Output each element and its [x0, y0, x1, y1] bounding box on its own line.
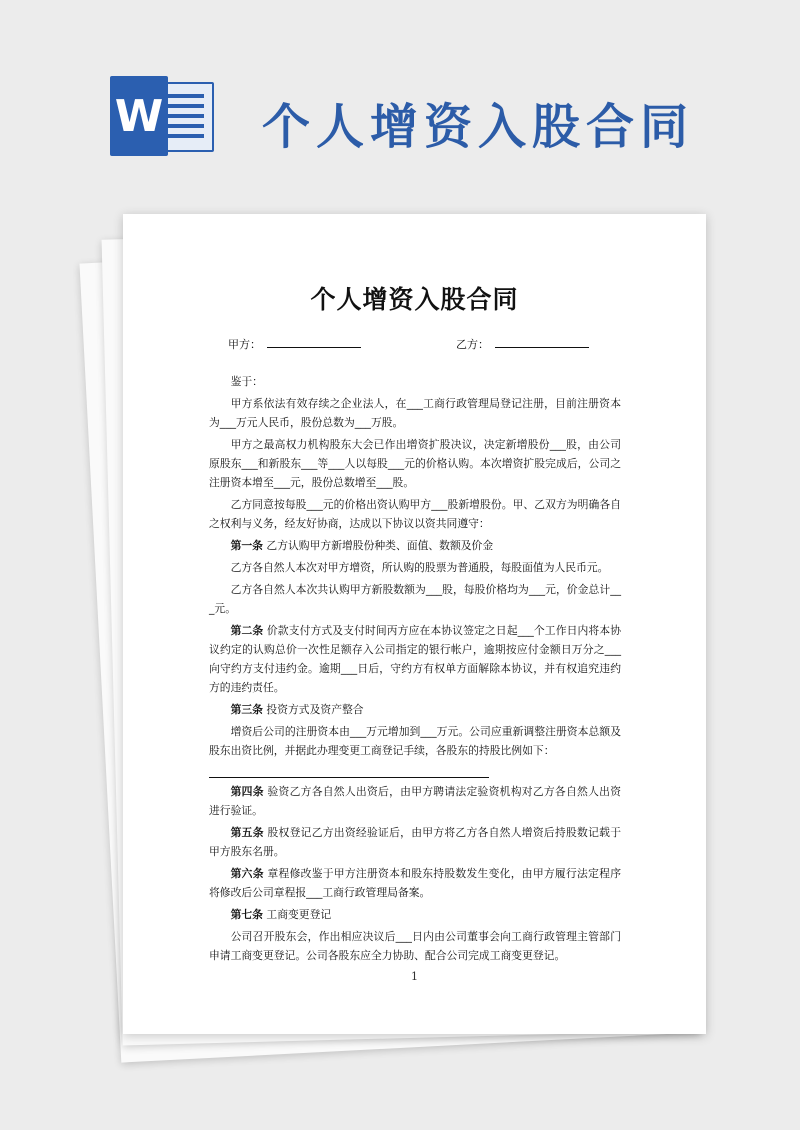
- paragraph-text: 乙方各自然人本次对甲方增资，所认购的股票为普通股，每股面值为人民币元。: [230, 561, 609, 574]
- paragraph: [209, 435, 621, 492]
- paragraph-text: 甲方之最高权力机构股东大会已作出增资扩股决议，决定新增股份___股，由公司原股东___和新股东___等___人以每股___元的价格认购。本次增资扩股完成后，公司之注册资本增至___元，股份总数增至___股。: [209, 438, 621, 489]
- paragraph: [209, 782, 621, 820]
- paragraph-text: 乙方同意按每股___元的价格出资认购甲方___股新增股份。甲、乙双方为明确各自之权利与义务，经友好协商，达成以下协议以资共同遵守：: [209, 498, 621, 530]
- clause-number: 第六条: [230, 867, 264, 880]
- paragraph: [209, 823, 621, 861]
- page-number: 1: [411, 970, 418, 983]
- paragraph: [209, 621, 621, 697]
- paragraph-text: 乙方各自然人本次共认购甲方新股数额为___股，每股价格均为___元，价金总计___元。: [209, 583, 621, 615]
- header-title: 个人增资入股合同: [262, 99, 695, 155]
- document-page: [123, 214, 706, 1034]
- party-a-field: [228, 336, 361, 352]
- paragraph-text: 价款支付方式及支付时间丙方应在本协议签定之日起___个工作日内将本协议约定的认购总价一次性足额存入公司指定的银行帐户，逾期按应付金额日万分之___向守约方支付违约金。逾期___日后，守约方有权单方面解除本协议，并有权追究违约方的违约责任。: [209, 624, 622, 694]
- document-title: 个人增资入股合同: [310, 285, 519, 314]
- paragraph-text: 投资方式及资产整合: [266, 703, 364, 716]
- word-document-icon: [110, 76, 214, 156]
- paragraph-text: 鉴于：: [230, 375, 263, 388]
- paragraph: [209, 495, 621, 533]
- document-body: [209, 372, 621, 968]
- paragraph-text: 乙方认购甲方新增股份种类、面值、数额及价金: [266, 539, 494, 552]
- paragraph: [209, 536, 621, 555]
- clause-number: 第三条: [230, 703, 263, 716]
- party-b-field: [456, 336, 589, 352]
- paragraph: [209, 722, 621, 760]
- clause-number: 第七条: [230, 908, 263, 921]
- party-a-label: 甲方：: [228, 338, 261, 351]
- paragraph-text: 验资乙方各自然人出资后，由甲方聘请法定验资机构对乙方各自然人出资进行验证。: [209, 785, 622, 817]
- clause-number: 第四条: [230, 785, 264, 798]
- party-a-blank: [267, 337, 361, 348]
- paragraph: [209, 558, 621, 577]
- paragraph: [209, 864, 621, 902]
- paragraph: [209, 372, 621, 391]
- paragraph: [209, 394, 621, 432]
- party-b-blank: [495, 337, 589, 348]
- clause-number: 第一条: [230, 539, 263, 552]
- clause-number: 第五条: [230, 826, 264, 839]
- paragraph: [209, 905, 621, 924]
- paragraph: [209, 580, 621, 618]
- paragraph-text: 增资后公司的注册资本由___万元增加到___万元。公司应重新调整注册资本总额及股东出资比例，并据此办理变更工商登记手续，各股东的持股比例如下：: [209, 725, 621, 757]
- clause-number: 第二条: [230, 624, 264, 637]
- paragraph-text: 甲方系依法有效存续之企业法人，在___工商行政管理局登记注册，目前注册资本为___万元人民币，股份总数为___万股。: [209, 397, 621, 429]
- paragraph: [209, 700, 621, 719]
- word-w-badge: W: [110, 76, 168, 156]
- paragraph: [209, 927, 621, 965]
- paragraph-text: 章程修改鉴于甲方注册资本和股东持股数发生变化，由甲方履行法定程序将修改后公司章程报___工商行政管理局备案。: [209, 867, 622, 899]
- paragraph-text: 工商变更登记: [266, 908, 332, 921]
- paragraph-text: 股权登记乙方出资经验证后，由甲方将乙方各自然人增资后持股数记载于甲方股东名册。: [209, 826, 622, 858]
- shareholding-blank-line: [209, 763, 489, 778]
- party-b-label: 乙方：: [456, 338, 489, 351]
- header-banner: [0, 0, 800, 200]
- paragraph-text: 公司召开股东会，作出相应决议后___日内由公司董事会向工商行政管理主管部门申请工商变更登记。公司各股东应全力协助、配合公司完成工商变更登记。: [209, 930, 621, 962]
